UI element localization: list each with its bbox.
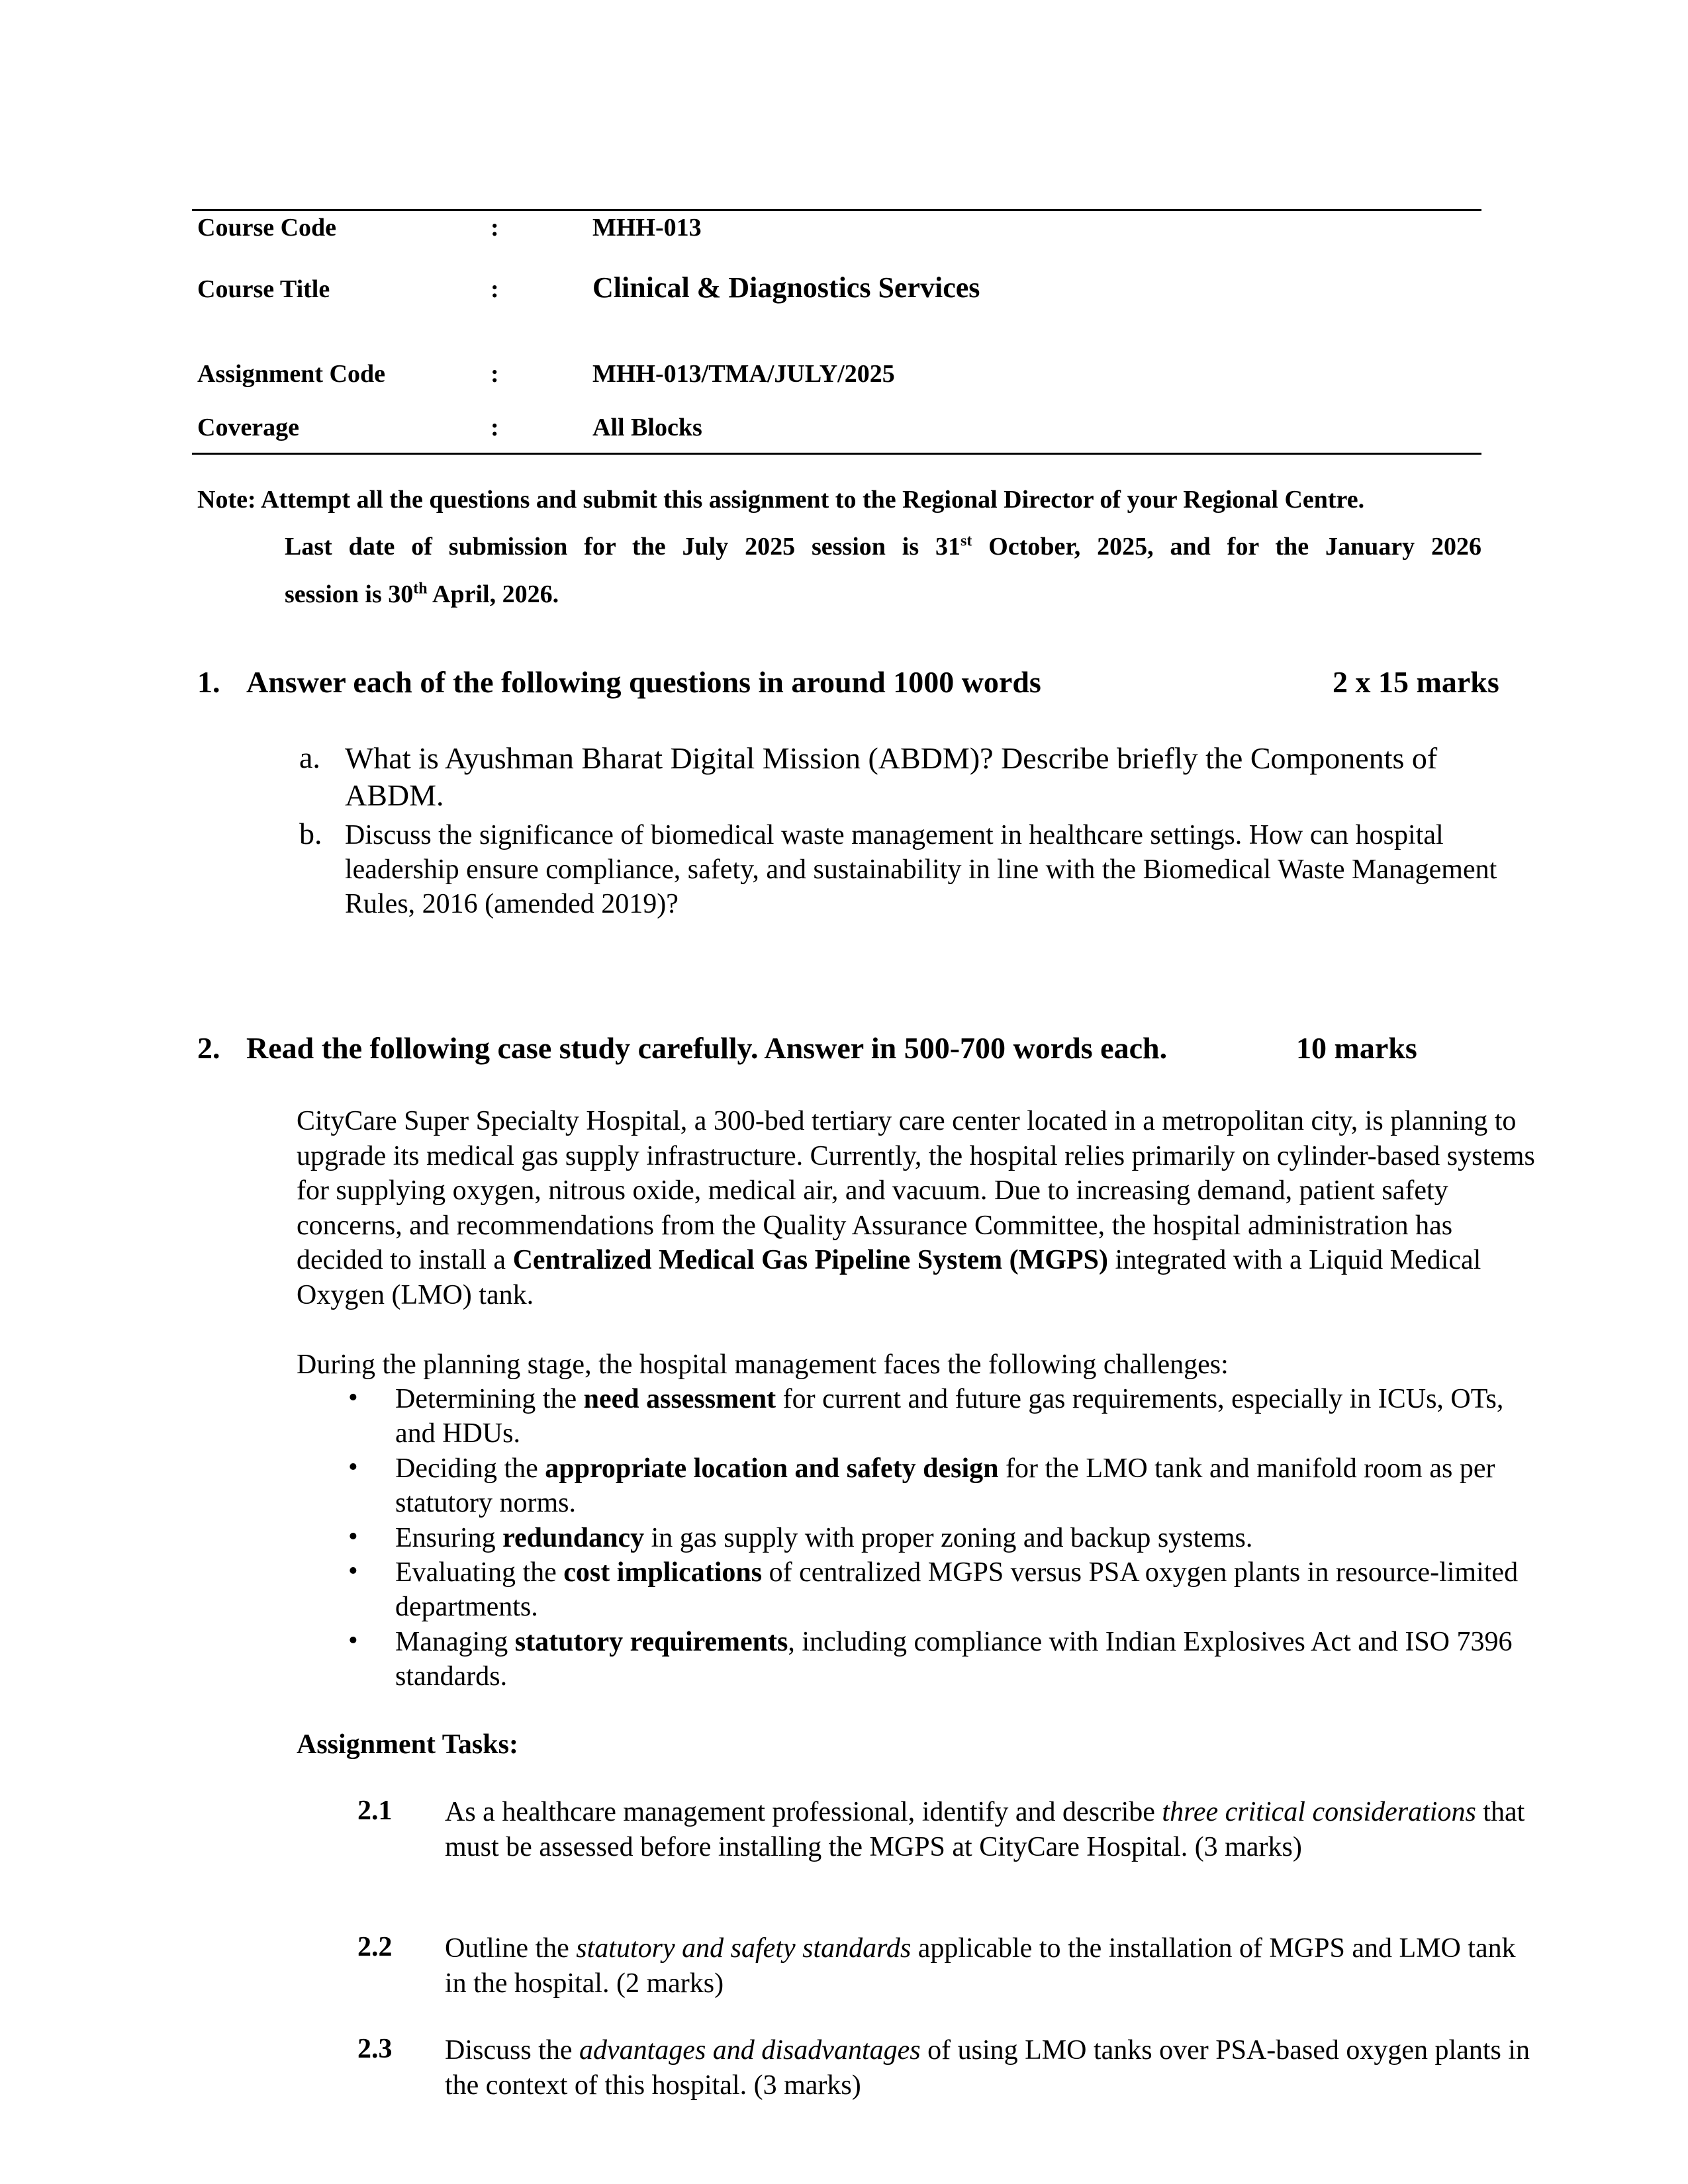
task-2-3-number: 2.3 (357, 2034, 393, 2064)
course-title-value: Clinical & Diagnostics Services (592, 271, 980, 304)
coverage-colon: : (491, 414, 499, 441)
task-2-3-post: of using LMO tanks over PSA-based oxygen plants in the context of this hospital. (3 marks) (445, 2035, 1530, 2101)
case-p1-end: integrated with a Liquid Medical Oxygen (LMO) tank. (297, 1245, 1481, 1310)
note-line-2-sup: st (961, 532, 972, 550)
task-2-2-number: 2.2 (357, 1932, 393, 1962)
case-p1-start: CityCare Super Specialty Hospital, a 300-bed tertiary care center located in a metropolitan city, is planning to upgrade its medical gas supply infrastructure. Currently, the hospital relies primarily on cylinder-based systems for supplying oxygen, nitrous oxide, medical air, and vacuum. Due to increasing demand, patient safety concerns, and recommendations from the Quality Assurance Committee, the hospital administration has decided to install a (297, 1106, 1535, 1275)
note-line-2-end: October, 2025, and for the January 2026 (972, 533, 1481, 561)
course-title-label: Course Title (197, 275, 330, 303)
q1-number: 1. (197, 665, 220, 699)
bullet-2-bold: appropriate location and safety design (545, 1453, 999, 1484)
bullet-1-pre: Determining the (395, 1384, 584, 1414)
bullet-5-post: , including compliance with Indian Explosives Act and ISO 7396 standards. (395, 1627, 1513, 1692)
task-2-1-pre: As a healthcare management professional, identify and describe (445, 1797, 1162, 1827)
bullet-2-post: for the LMO tank and manifold room as per statutory norms. (395, 1453, 1495, 1518)
note-line-3-end: April, 2026. (427, 580, 559, 608)
assignment-code-label: Assignment Code (197, 360, 385, 388)
q1-item-a-marker: a. (299, 741, 320, 774)
note-line-2 (285, 532, 1481, 561)
challenges-intro: During the planning stage, the hospital management faces the following challenges: (297, 1349, 1229, 1380)
bullet-dot-1: • (348, 1383, 358, 1413)
task-2-3-italic: advantages and disadvantages (579, 2035, 921, 2066)
task-2-2-post: applicable to the installation of MGPS and LMO tank in the hospital. (2 marks) (445, 1933, 1516, 1999)
task-2-3-pre: Discuss the (445, 2035, 579, 2066)
task-2-1-italic: three critical considerations (1162, 1797, 1476, 1827)
note-line-1: Note: Attempt all the questions and submit this assignment to the Regional Director of your Regional Centre. (197, 486, 1365, 514)
bullet-1-bold: need assessment (583, 1384, 776, 1414)
course-code-value: MHH-013 (592, 214, 702, 242)
q2-number: 2. (197, 1031, 220, 1065)
case-p1-bold: Centralized Medical Gas Pipeline System (MGPS) (512, 1245, 1108, 1275)
note-line-3-sup: th (413, 580, 428, 598)
course-code-label: Course Code (197, 214, 337, 242)
coverage-label: Coverage (197, 414, 300, 441)
assignment-tasks-heading (297, 1727, 1541, 1762)
q1-heading: Answer each of the following questions in around 1000 words (246, 665, 1041, 699)
bullet-5-bold: statutory requirements (514, 1627, 788, 1657)
bullet-item-2 (395, 1451, 1547, 1520)
bullet-4-bold: cost implications (563, 1557, 763, 1588)
assignment-code-value: MHH-013/TMA/JULY/2025 (592, 360, 895, 388)
course-title-colon: : (491, 275, 499, 303)
bullet-item-5 (395, 1625, 1547, 1694)
bullet-3-bold: redundancy (502, 1523, 645, 1553)
task-2-2-italic: statutory and safety standards (576, 1933, 912, 1964)
bullet-dot-4: • (348, 1556, 358, 1586)
q1-item-b-marker: b. (299, 817, 322, 850)
bullet-4-post: of centralized MGPS versus PSA oxygen plants in resource-limited departments. (395, 1557, 1519, 1622)
assignment-tasks-heading-text: Assignment Tasks: (297, 1729, 518, 1760)
q2-marks: 10 marks (1296, 1031, 1417, 1065)
bullet-dot-2: • (348, 1452, 358, 1482)
bullet-item-3 (395, 1521, 1547, 1555)
header-top-rule (192, 209, 1481, 211)
bullet-item-4 (395, 1555, 1547, 1624)
task-2-2-pre: Outline the (445, 1933, 577, 1964)
course-code-colon: : (491, 214, 499, 242)
q2-heading: Read the following case study carefully. Answer in 500-700 words each. (246, 1031, 1168, 1065)
task-2-3-text (445, 2033, 1530, 2103)
header-bottom-rule (192, 453, 1481, 455)
note-line-3 (285, 580, 559, 609)
bullet-1-post: for current and future gas requirements, especially in ICUs, OTs, and HDUs. (395, 1384, 1504, 1449)
task-2-1-post: that must be assessed before installing the MGPS at CityCare Hospital. (3 marks) (445, 1797, 1525, 1862)
bullet-3-post: in gas supply with proper zoning and backup systems. (644, 1523, 1253, 1553)
note-line-3-start: session is 30 (285, 580, 414, 608)
q1-item-a-text: What is Ayushman Bharat Digital Mission (ABDM)? Describe briefly the Components of ABDM. (345, 741, 1438, 812)
note-line-2-start: Last date of submission for the July 2025 session is 31 (285, 533, 961, 561)
bullet-4-pre: Evaluating the (395, 1557, 564, 1588)
coverage-value: All Blocks (592, 414, 702, 441)
case-study-paragraph (297, 1104, 1541, 1312)
bullet-item-1 (395, 1382, 1547, 1451)
q1-marks: 2 x 15 marks (1333, 665, 1499, 699)
bullet-dot-5: • (348, 1625, 358, 1656)
bullet-5-pre: Managing (395, 1627, 515, 1657)
bullet-dot-3: • (348, 1522, 358, 1552)
task-2-2-text (445, 1931, 1530, 2001)
bullet-2-pre: Deciding the (395, 1453, 545, 1484)
q1-item-b-text: Discuss the significance of biomedical waste management in healthcare settings. How can hospital leadership ensure compliance, safety, and sustainability in line with the Biomedical Waste Management Rules, 2016 (amended 2019)? (345, 820, 1497, 919)
bullet-3-pre: Ensuring (395, 1523, 503, 1553)
assignment-code-colon: : (491, 360, 499, 388)
task-2-1-number: 2.1 (357, 1796, 393, 1826)
task-2-1-text (445, 1795, 1530, 1864)
